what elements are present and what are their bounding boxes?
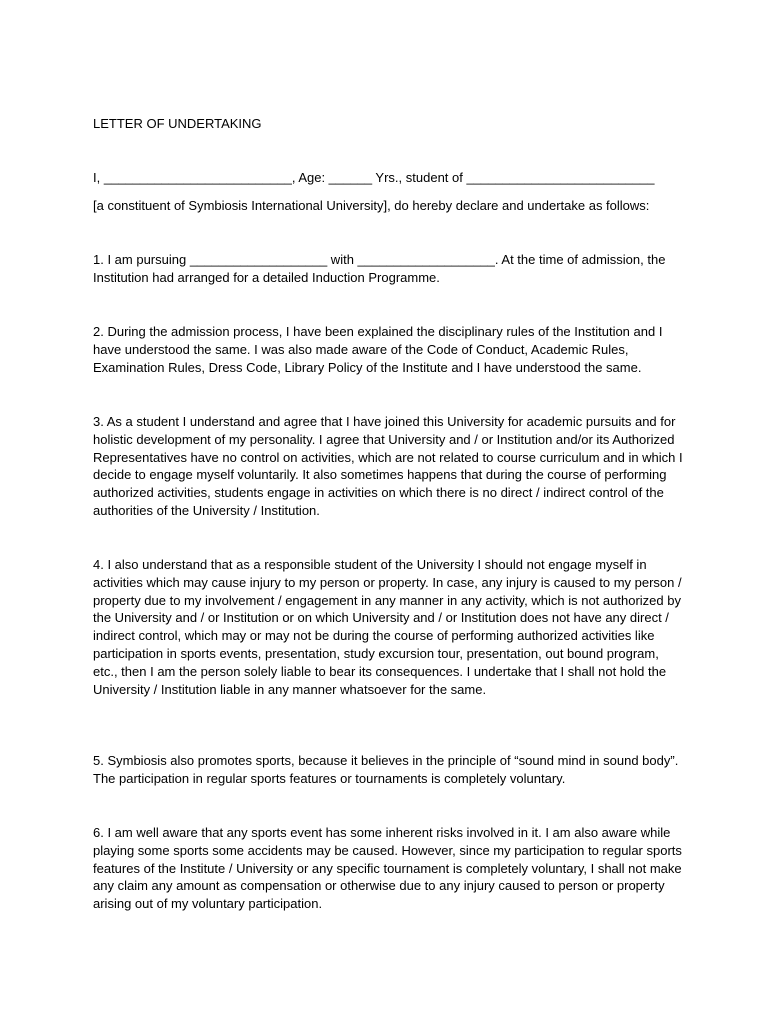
paragraph-1: 1. I am pursuing ___________________ with ___________________. At the time of admission, the Institution had arranged for a detailed Induction Programme. [93,252,666,285]
intro-declaration-line: I, __________________________, Age: ______ Yrs., student of __________________________ [93,170,655,185]
intro-university-line: [a constituent of Symbiosis International University], do hereby declare and undertake as follows: [93,198,650,213]
paragraph-6: 6. I am well aware that any sports event has some inherent risks involved in it. I am also aware while playing some sports some accidents may be caused. However, since my participation to regular sports features of the Institute / University or any specific tournament is completely voluntary, I shall not make any claim any amount as compensation or otherwise due to any injury caused to person or property arising out of my voluntary participation. [93,825,682,912]
paragraph-2: 2. During the admission process, I have been explained the disciplinary rules of the Institution and I have understood the same. I was also made aware of the Code of Conduct, Academic Rules, Examination Rules, Dress Code, Library Policy of the Institute and I have understood the same. [93,324,663,375]
paragraph-5: 5. Symbiosis also promotes sports, because it believes in the principle of “sound mind in sound body”. The participation in regular sports features or tournaments is completely voluntary. [93,753,679,786]
paragraph-4: 4. I also understand that as a responsible student of the University I should not engage myself in activities which may cause injury to my person or property. In case, any injury is caused to my person / property due to my involvement / engagement in any manner in any activity, which is not authorized by the University and / or Institution or on which University and / or Institution does not have any direct / indirect control, which may or may not be during the course of performing authorized activities like participation in sports events, presentation, study excursion tour, presentation, out bound program, etc., then I am the person solely liable to bear its consequences. I undertake that I shall not hold the University / Institution liable in any manner whatsoever for the same. [93,557,682,697]
paragraph-3: 3. As a student I understand and agree that I have joined this University for academic pursuits and for holistic development of my personality. I agree that University and / or Institution and/or its Authorized Representatives have no control on activities, which are not related to course curriculum and in which I decide to engage myself voluntarily. It also sometimes happens that during the course of performing authorized activities, students engage in activities on which there is no direct / indirect control of the authorities of the University / Institution. [93,414,683,518]
document-title: LETTER OF UNDERTAKING [93,116,262,131]
